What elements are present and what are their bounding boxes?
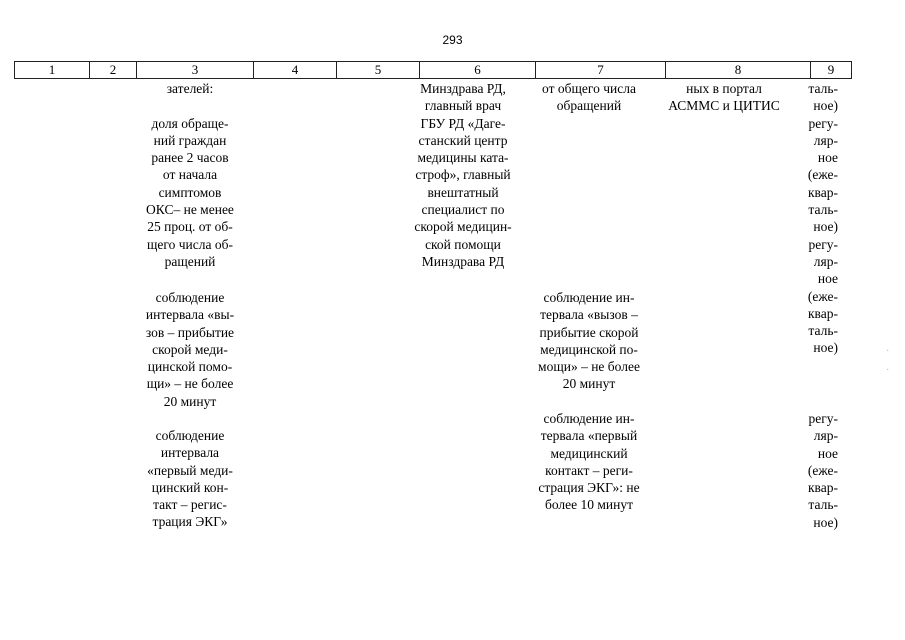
header-col-2: 2 xyxy=(89,62,136,78)
col9-periodicity-a: таль- ное) регу- ляр- ное (еже- квар- таль- ное) регу- ляр- ное (еже- квар- таль- ное) xyxy=(807,81,838,356)
col7-ecg-interval-text: соблюдение ин- тервала «первый медицинский контакт – реги- страция ЭКГ»: не более 10 минут xyxy=(538,411,640,513)
header-col-8: 8 xyxy=(665,62,810,78)
col8-text: ных в портал АСММС и ЦИТИС xyxy=(668,81,780,114)
col3-indicator-text: зателей: доля обраще- ний граждан ранее 2 часов от начала симптомов ОКС– не менее 25 проц. от об- щего числа об- ращений xyxy=(146,81,234,269)
header-col-5: 5 xyxy=(336,62,419,78)
scan-artifact: · xyxy=(886,346,890,357)
page-number: 293 xyxy=(442,33,463,47)
header-col-4: 4 xyxy=(253,62,336,78)
col7-text-a: от общего числа обращений xyxy=(542,81,636,114)
header-col-9: 9 xyxy=(810,62,852,78)
col9-periodicity-b: регу- ляр- ное (еже- квар- таль- ное) xyxy=(807,411,838,530)
scan-artifact: · xyxy=(886,365,890,376)
header-col-7: 7 xyxy=(535,62,665,78)
col3-ecg-interval-text: соблюдение интервала «первый меди- цинский кон- такт – регис- трация ЭКГ» xyxy=(147,428,233,530)
header-col-1: 1 xyxy=(14,62,89,78)
col6-responsible-text: Минздрава РД, главный врач ГБУ РД «Даге- станский центр медицины ката- строф», главный внештатный специалист по скорой медицин- ской помощи Минздрава РД xyxy=(414,81,512,269)
col7-call-arrival-text: соблюдение ин- тервала «вызов – прибытие скорой медицинской по- мощи» – не более 20 минут xyxy=(538,290,640,392)
header-col-6: 6 xyxy=(419,62,535,78)
table-header-row xyxy=(14,61,852,79)
header-col-3: 3 xyxy=(136,62,253,78)
col3-call-arrival-text: соблюдение интервала «вы- зов – прибытие скорой меди- цинской помо- щи» – не более 20 минут xyxy=(145,290,235,409)
